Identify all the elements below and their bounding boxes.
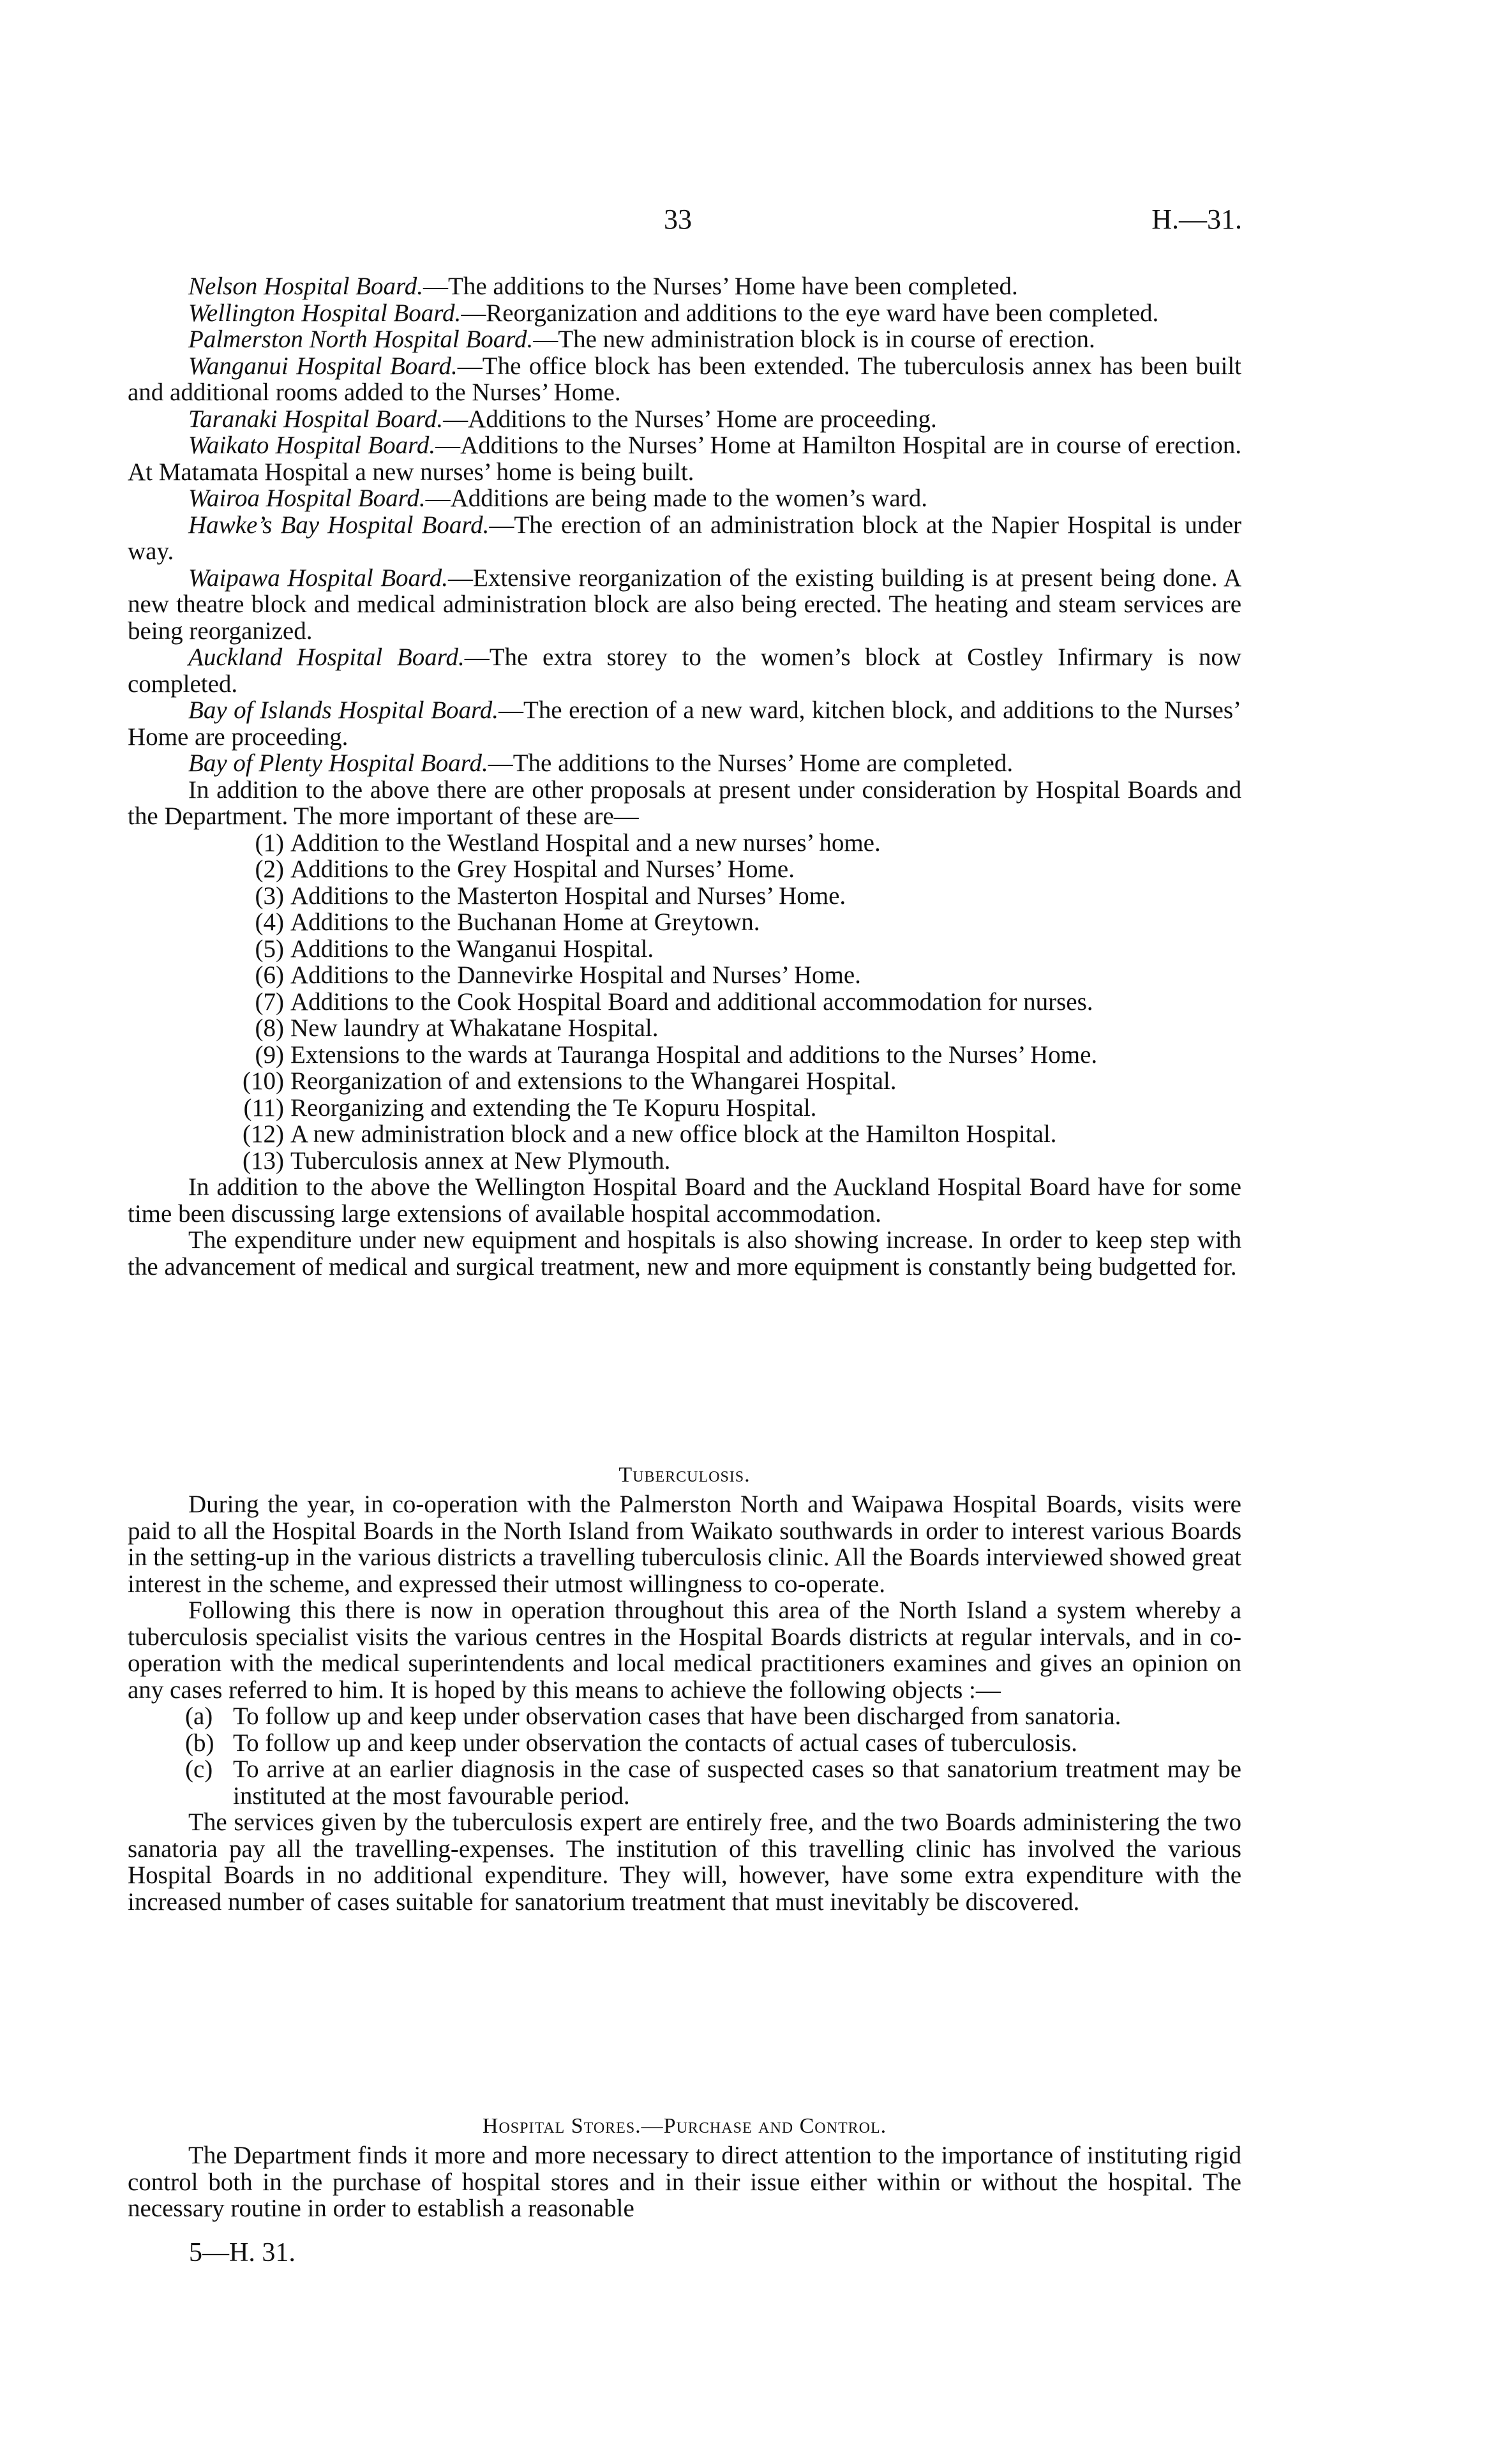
list-item xyxy=(128,1095,1241,1122)
board-paragraph xyxy=(128,326,1241,353)
board-paragraph xyxy=(128,750,1241,777)
board-name: Auckland Hospital Board. xyxy=(188,643,465,671)
board-name: Palmerston North Hospital Board. xyxy=(188,326,534,353)
list-item xyxy=(128,962,1241,989)
board-text: —The erection of an administration block at the Napier Hospital is under way. xyxy=(128,511,1242,565)
paragraph: Following this there is now in operation throughout this area of the North Island a system whereby a tuberculosis specialist visits the various centres in the Hospital Boards districts at regular intervals, and in co-operation with the medical superintendents and local medical practitioners examines and gives an opinion on any cases referred to him. It is hoped by this means to achieve the following objects :— xyxy=(128,1596,1241,1704)
list-item xyxy=(128,1730,1241,1757)
board-paragraph xyxy=(128,432,1241,485)
board-name: Bay of Islands Hospital Board. xyxy=(188,696,498,724)
list-item xyxy=(128,936,1241,963)
board-name: Wellington Hospital Board. xyxy=(188,299,461,327)
list-item xyxy=(128,883,1241,910)
list-item-number: (2) xyxy=(255,855,284,883)
board-name: Nelson Hospital Board. xyxy=(188,273,423,300)
board-text: —The new administration block is in course of erection. xyxy=(533,326,1095,353)
list-item xyxy=(128,909,1241,936)
list-item-number: (b) xyxy=(185,1729,214,1757)
list-item-number: (4) xyxy=(255,908,284,936)
list-item-text: Additions to the Buchanan Home at Greytown. xyxy=(290,908,760,936)
document-reference: H.—31. xyxy=(1151,204,1242,235)
paragraph: The expenditure under new equipment and hospitals is also showing increase. In order to keep step with the advancement of medical and surgical treatment, new and more equipment is constantly being budgetted for. xyxy=(128,1226,1241,1281)
board-name: Taranaki Hospital Board. xyxy=(188,405,444,433)
list-item-number: (13) xyxy=(243,1146,284,1175)
list-item-number: (a) xyxy=(185,1702,213,1730)
board-text: —Additions to the Nurses’ Home are proceeding. xyxy=(443,405,937,433)
board-paragraph xyxy=(128,644,1241,697)
board-paragraph xyxy=(128,406,1241,433)
board-text: —The extra storey to the women’s block at Costley Infirmary is now completed. xyxy=(128,643,1241,698)
board-text: —Additions to the Nurses’ Home at Hamilton Hospital are in course of erection. At Matamata Hospital a new nurses’ home is being built. xyxy=(128,432,1241,486)
paragraph: During the year, in co-operation with the Palmerston North and Waipawa Hospital Boards, visits were paid to all the Hospital Boards in the North Island from Waikato southwards in order to interest various Boards in the setting-up in the various districts a travelling tuberculosis clinic. All the Boards interviewed showed great interest in the scheme, and expressed their utmost willingness to co-operate. xyxy=(128,1491,1241,1598)
board-paragraphs xyxy=(128,273,1241,777)
board-text: —Reorganization and additions to the eye ward have been completed. xyxy=(461,299,1159,327)
hospital-stores-section xyxy=(128,2142,1241,2222)
list-item-text: Additions to the Masterton Hospital and Nurses’ Home. xyxy=(290,882,846,910)
list-item-text: Additions to the Cook Hospital Board and additional accommodation for nurses. xyxy=(290,988,1093,1016)
list-item xyxy=(128,1703,1241,1730)
hospital-boards-section xyxy=(128,273,1241,1280)
list-item-text: A new administration block and a new office block at the Hamilton Hospital. xyxy=(290,1120,1057,1148)
list-item xyxy=(128,1121,1241,1148)
board-text: —Additions are being made to the women’s ward. xyxy=(425,485,927,512)
board-paragraph xyxy=(128,565,1241,645)
board-text: —Extensive reorganization of the existing building is at present being done. A new theatre block and medical administration block are also being erected. The heating and steam services are being reorganized. xyxy=(128,564,1242,645)
paragraph: The services given by the tuberculosis expert are entirely free, and the two Boards administering the two sanatoria pay all the travelling-expenses. The institution of this travelling clinic has involved the various Hospital Boards in no additional expenditure. They will, however, have some extra expenditure with the increased number of cases suitable for sanatorium treatment that must inevitably be discovered. xyxy=(128,1808,1241,1916)
objects-list xyxy=(128,1703,1241,1809)
board-name: Bay of Plenty Hospital Board. xyxy=(188,749,488,777)
list-item-number: (11) xyxy=(243,1093,284,1122)
list-item xyxy=(128,1756,1241,1809)
list-item-number: (8) xyxy=(255,1014,284,1042)
paragraph: The Department finds it more and more necessary to direct attention to the importance of instituting rigid control both in the purchase of hospital stores and in their issue either within or without the hospital. The necessary routine in order to establish a reasonable xyxy=(128,2142,1241,2222)
board-paragraph xyxy=(128,300,1241,327)
list-item-text: Tuberculosis annex at New Plymouth. xyxy=(290,1146,671,1175)
board-name: Hawke’s Bay Hospital Board. xyxy=(188,511,490,539)
list-item-text: To follow up and keep under observation the contacts of actual cases of tuberculosis. xyxy=(233,1729,1077,1757)
list-item-text: Reorganizing and extending the Te Kopuru Hospital. xyxy=(290,1093,817,1122)
list-item-number: (7) xyxy=(255,988,284,1016)
page-number: 33 xyxy=(664,204,692,235)
section-heading-tuberculosis: Tuberculosis. xyxy=(618,1463,751,1487)
list-item xyxy=(128,1042,1241,1069)
proposals-intro: In addition to the above there are other proposals at present under consideration by Hospital Boards and the Department. The more important of these are— xyxy=(128,776,1241,830)
section-heading-hospital-stores: Hospital Stores.—Purchase and Control. xyxy=(482,2114,887,2138)
list-item-text: Additions to the Wanganui Hospital. xyxy=(290,935,654,963)
board-text: —The additions to the Nurses’ Home are completed. xyxy=(488,749,1014,777)
list-item-number: (10) xyxy=(243,1067,284,1095)
list-item-number: (9) xyxy=(255,1040,284,1069)
list-item-text: Additions to the Grey Hospital and Nurses’ Home. xyxy=(290,855,795,883)
tuberculosis-section xyxy=(128,1491,1241,1915)
footer-signature: 5—H. 31. xyxy=(189,2238,296,2267)
list-item-text: Extensions to the wards at Tauranga Hospital and additions to the Nurses’ Home. xyxy=(290,1040,1098,1069)
list-item-number: (1) xyxy=(255,829,284,857)
list-item xyxy=(128,1015,1241,1042)
list-item-number: (3) xyxy=(255,882,284,910)
list-item-number: (6) xyxy=(255,961,284,989)
list-item xyxy=(128,856,1241,883)
board-name: Waikato Hospital Board. xyxy=(188,432,436,459)
board-name: Wanganui Hospital Board. xyxy=(188,352,458,380)
list-item-text: Additions to the Dannevirke Hospital and Nurses’ Home. xyxy=(290,961,861,989)
board-paragraph xyxy=(128,697,1241,750)
proposals-list xyxy=(128,830,1241,1175)
board-paragraph xyxy=(128,273,1241,300)
board-paragraph xyxy=(128,353,1241,406)
list-item-number: (c) xyxy=(185,1755,213,1783)
list-item-text: To follow up and keep under observation cases that have been discharged from sanatoria. xyxy=(233,1702,1121,1730)
list-item xyxy=(128,830,1241,857)
board-name: Waipawa Hospital Board. xyxy=(188,564,449,592)
board-text: —The additions to the Nurses’ Home have been completed. xyxy=(423,273,1018,300)
board-paragraph xyxy=(128,512,1241,565)
list-item-number: (12) xyxy=(243,1120,284,1148)
paragraph: In addition to the above the Wellington Hospital Board and the Auckland Hospital Board have for some time been discussing large extensions of available hospital accommodation. xyxy=(128,1173,1241,1228)
list-item-text: To arrive at an earlier diagnosis in the case of suspected cases so that sanatorium treatment may be instituted at the most favourable period. xyxy=(233,1755,1241,1810)
board-text: —The office block has been extended. The tuberculosis annex has been built and additional rooms added to the Nurses’ Home. xyxy=(128,352,1241,406)
list-item-text: New laundry at Whakatane Hospital. xyxy=(290,1014,659,1042)
list-item xyxy=(128,1148,1241,1175)
list-item-number: (5) xyxy=(255,935,284,963)
list-item-text: Addition to the Westland Hospital and a new nurses’ home. xyxy=(290,829,881,857)
board-paragraph xyxy=(128,485,1241,512)
list-item-text: Reorganization of and extensions to the Whangarei Hospital. xyxy=(290,1067,897,1095)
board-name: Wairoa Hospital Board. xyxy=(188,485,426,512)
board-text: —The erection of a new ward, kitchen block, and additions to the Nurses’ Home are proceeding. xyxy=(128,696,1242,751)
list-item xyxy=(128,989,1241,1016)
list-item xyxy=(128,1068,1241,1095)
